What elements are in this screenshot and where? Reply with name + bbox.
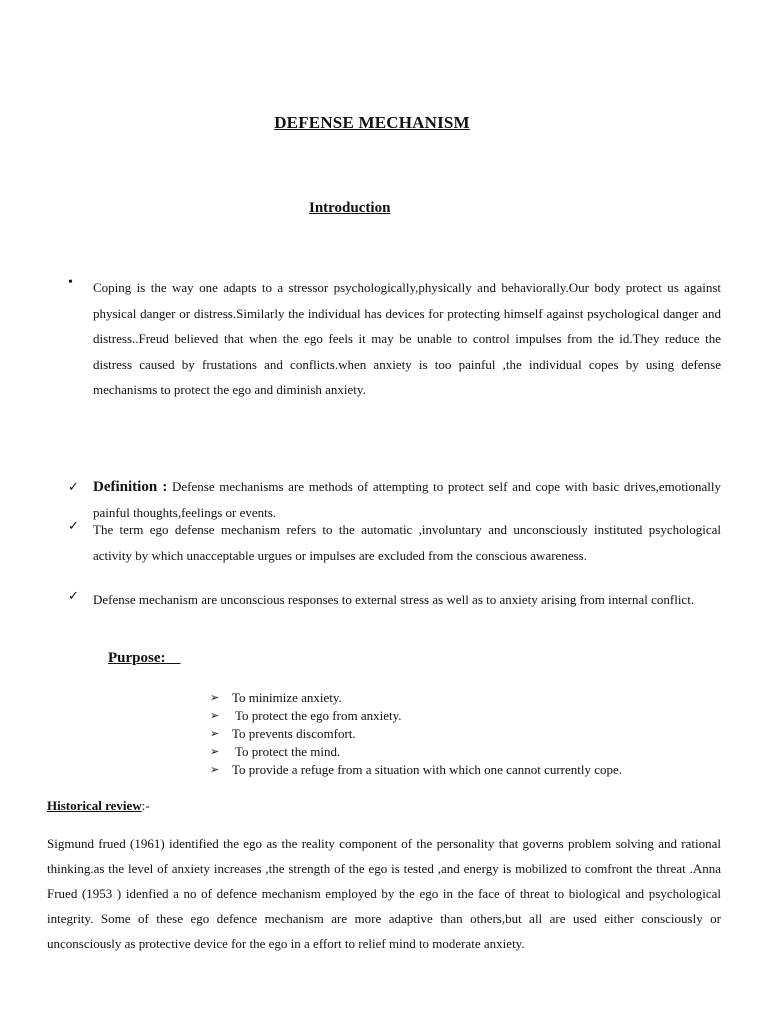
check-icon: ✓ <box>68 519 79 534</box>
arrow-icon: ➢ <box>210 745 220 758</box>
arrow-icon: ➢ <box>210 727 220 740</box>
purpose-heading: Purpose: <box>108 650 181 666</box>
introduction-bullet <box>68 275 721 403</box>
definition-item <box>68 517 721 569</box>
check-icon: ✓ <box>68 589 79 604</box>
historical-review-label: Historical review <box>47 798 142 813</box>
list-item <box>210 761 730 779</box>
purpose-item-text: To protect the mind. <box>232 744 341 759</box>
purpose-item-text: To prevents discomfort. <box>232 726 356 741</box>
check-icon: ✓ <box>68 480 79 495</box>
purpose-list <box>210 689 730 779</box>
list-item <box>210 725 730 743</box>
bullet-icon: • <box>68 275 73 290</box>
definition-item <box>68 587 721 613</box>
definition-text: The term ego defense mechanism refers to the automatic ,involuntary and unconsciously instituted psychological activity by which unacceptable urgues or impulses are excluded from the conscious awareness. <box>93 522 721 563</box>
introduction-text: Coping is the way one adapts to a stressor psychologically,physically and behaviorally.Our body protect us against physical danger or distress.Similarly the individual has devices for protecting himself against psychological danger and distress..Freud believed that when the ego feels it may be unable to control impulses from the id.They reduce the distress caused by frustations and conflicts.when anxiety is too painful ,the individual copes by using defense mechanisms to protect the ego and diminish anxiety. <box>93 280 721 397</box>
historical-review-heading <box>47 798 150 814</box>
purpose-item-text: To provide a refuge from a situation with which one cannot currently cope. <box>232 762 623 777</box>
introduction-heading: Introduction <box>309 200 391 216</box>
list-item <box>210 707 730 725</box>
document-title: DEFENSE MECHANISM <box>274 113 470 132</box>
purpose-item-text: To minimize anxiety. <box>232 690 342 705</box>
purpose-item-text: To protect the ego from anxiety. <box>232 708 402 723</box>
definition-label: Definition : <box>93 479 168 495</box>
arrow-icon: ➢ <box>210 709 220 722</box>
arrow-icon: ➢ <box>210 691 220 704</box>
historical-review-text: Sigmund frued (1961) identified the ego as the reality component of the personality that governs problem solving and rational thinking.as the level of anxiety increases ,the strength of the ego is tested ,and energy is mobilized to comfront the threat .Anna Frued (1953 ) idenfied a no of defence mechanism employed by the ego in the face of threat to biological and psychological integrity. Some of these ego defence mechanism are more adaptive than others,but all are used either consciously or unconsciously as protective device for the ego in a effort to relief mind to moderate anxiety. <box>47 836 721 951</box>
historical-review-suffix: :- <box>141 798 150 813</box>
definition-text: Defense mechanism are unconscious responses to external stress as well as to anxiety arising from internal conflict. <box>93 592 695 607</box>
list-item <box>210 743 730 761</box>
list-item <box>210 689 730 707</box>
definition-text: Defense mechanisms are methods of attempting to protect self and cope with basic drives,emotionally painful thoughts,feelings or events. <box>93 479 721 520</box>
arrow-icon: ➢ <box>210 763 220 776</box>
